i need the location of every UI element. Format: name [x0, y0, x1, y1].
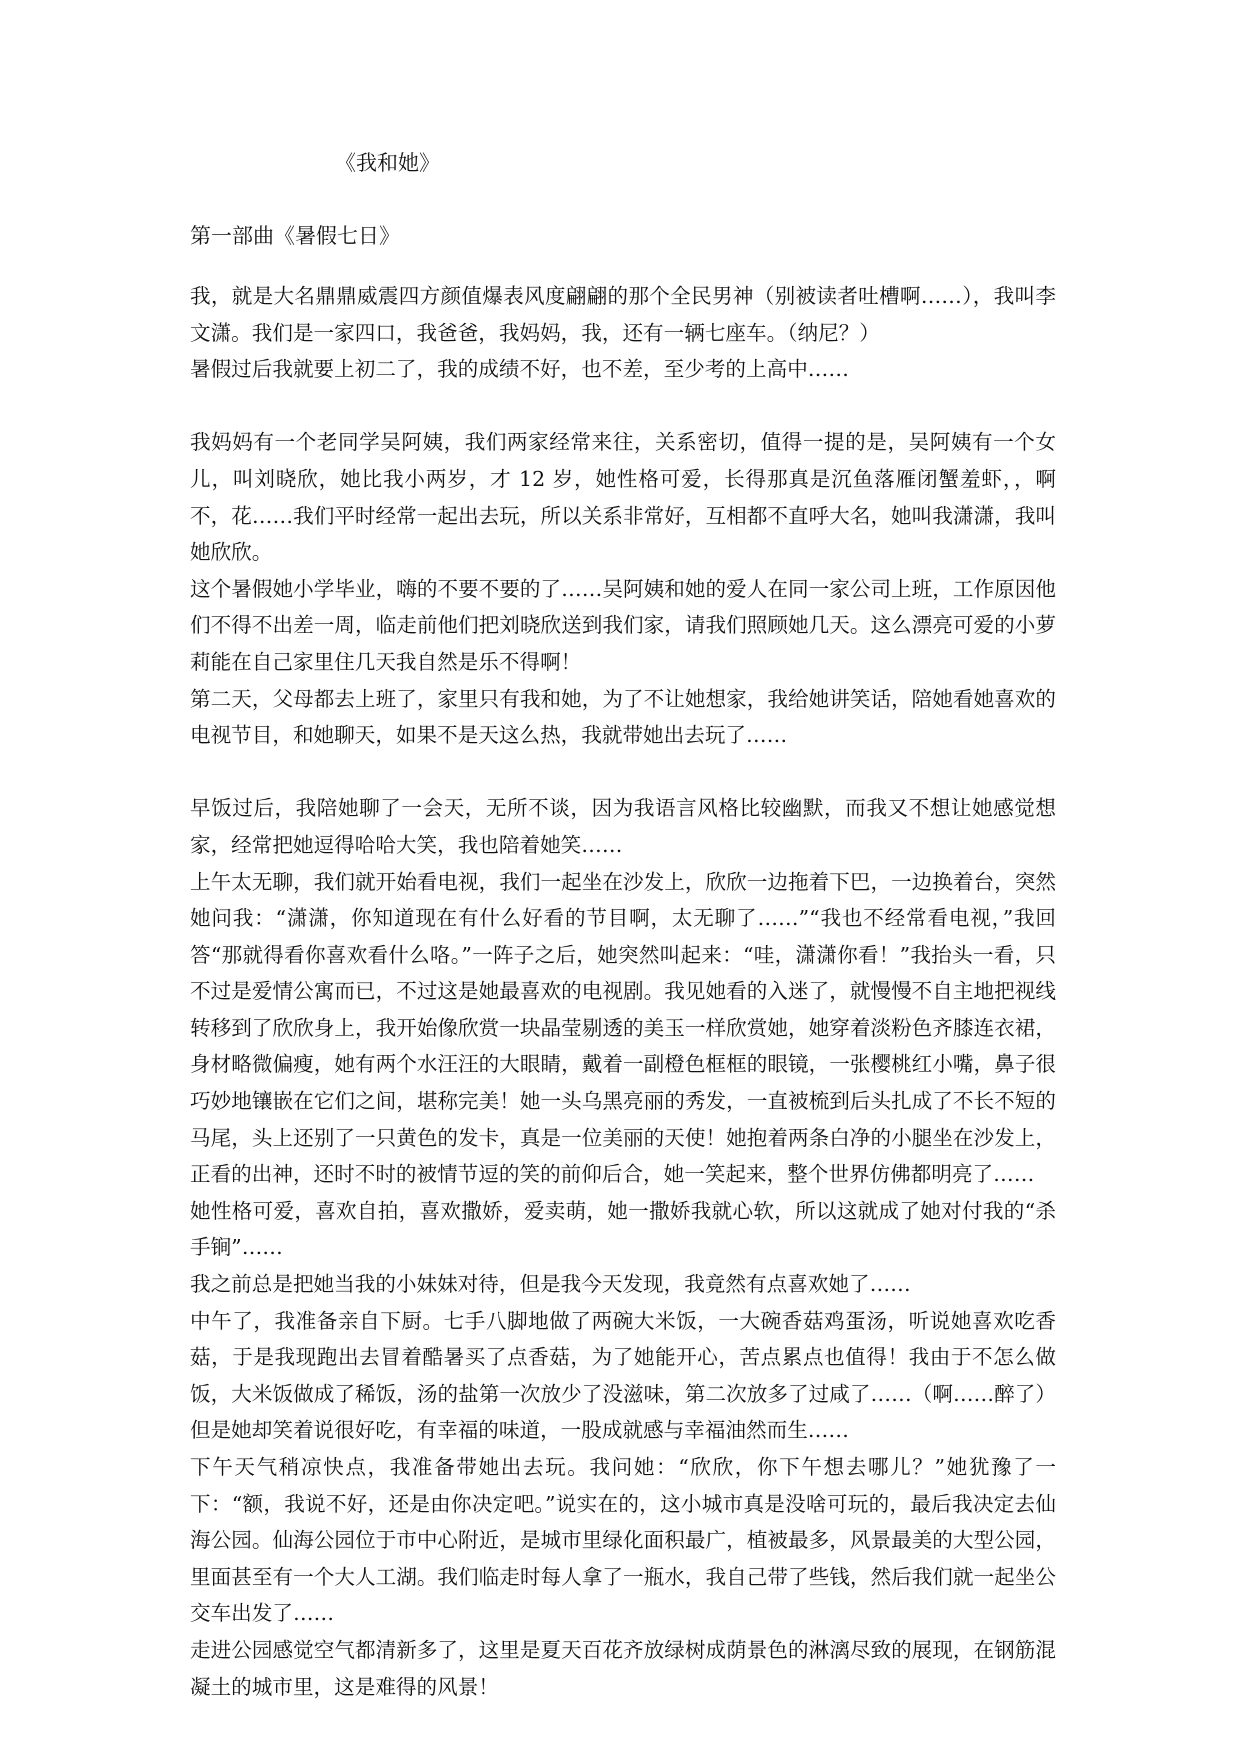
- paragraph: 这个暑假她小学毕业，嗨的不要不要的了……吴阿姨和她的爱人在同一家公司上班，工作原因他们不得不出差一周，临走前他们把刘晓欣送到我们家，请我们照顾她几天。这么漂亮可爱的小萝莉能在自己家里住几天我自然是乐不得啊！: [190, 576, 1056, 674]
- paragraph: 她性格可爱，喜欢自拍，喜欢撒娇，爱卖萌，她一撒娇我就心软，所以这就成了她对付我的“杀手锏”……: [190, 1198, 1056, 1260]
- book-title: 《我和她》: [335, 151, 440, 175]
- paragraph: 中午了，我准备亲自下厨。七手八脚地做了两碗大米饭，一大碗香菇鸡蛋汤，听说她喜欢吃香菇，于是我现跑出去冒着酷暑买了点香菇，为了她能开心，苦点累点也值得！我由于不怎么做饭，大米饭做成了稀饭，汤的盐第一次放少了没滋味，第二次放多了过咸了……（啊……醉了）但是她却笑着说很好吃，有幸福的味道，一股成就感与幸福油然而生……: [190, 1308, 1056, 1443]
- paragraph: 下午天气稍凉快点，我准备带她出去玩。我问她：“欣欣，你下午想去哪儿？”她犹豫了一下：“额，我说不好，还是由你决定吧。”说实在的，这小城市真是没啥可玩的，最后我决定去仙海公园。仙海公园位于市中心附近，是城市里绿化面积最广，植被最多，风景最美的大型公园，里面甚至有一个大人工湖。我们临走时每人拿了一瓶水，我自己带了些钱，然后我们就一起坐公交车出发了……: [190, 1455, 1056, 1626]
- paragraph: 我，就是大名鼎鼎威震四方颜值爆表风度翩翩的那个全民男神（别被读者吐槽啊……），我叫李文潇。我们是一家四口，我爸爸，我妈妈，我，还有一辆七座车。（纳尼？）: [190, 284, 1056, 345]
- part-title: 第一部曲《暑假七日》: [190, 224, 400, 248]
- paragraph: 早饭过后，我陪她聊了一会天，无所不谈，因为我语言风格比较幽默，而我又不想让她感觉想家，经常把她逗得哈哈大笑，我也陪着她笑……: [190, 796, 1056, 857]
- paragraph: 第二天，父母都去上班了，家里只有我和她，为了不让她想家，我给她讲笑话，陪她看她喜欢的电视节目，和她聊天，如果不是天这么热，我就带她出去玩了……: [190, 686, 1056, 748]
- paragraph: 我之前总是把她当我的小妹妹对待，但是我今天发现，我竟然有点喜欢她了……: [190, 1272, 911, 1297]
- paragraph: 上午太无聊，我们就开始看电视，我们一起坐在沙发上，欣欣一边拖着下巴，一边换着台，突然她问我：“潇潇，你知道现在有什么好看的节目啊，太无聊了……”“我也不经常看电视，”我回答“那就得看你喜欢看什么咯。”一阵子之后，她突然叫起来：“哇，潇潇你看！”我抬头一看，只不过是爱情公寓而已，不过这是她最喜欢的电视剧。我见她看的入迷了，就慢慢不自主地把视线转移到了欣欣身上，我开始像欣赏一块晶莹剔透的美玉一样欣赏她，她穿着淡粉色齐膝连衣裙，身材略微偏瘦，她有两个水汪汪的大眼睛，戴着一副橙色框框的眼镜，一张樱桃红小嘴，鼻子很巧妙地镶嵌在它们之间，堪称完美！她一头乌黑亮丽的秀发，一直被梳到后头扎成了不长不短的马尾，头上还别了一只黄色的发卡，真是一位美丽的天使！她抱着两条白净的小腿坐在沙发上，正看的出神，还时不时的被情节逗的笑的前仰后合，她一笑起来，整个世界仿佛都明亮了……: [190, 869, 1056, 1187]
- paragraph: 我妈妈有一个老同学吴阿姨，我们两家经常来往，关系密切，值得一提的是，吴阿姨有一个女儿，叫刘晓欣，她比我小两岁，才 12 岁，她性格可爱，长得那真是沉鱼落雁闭蟹羞虾，，啊不，花……我们平时经常一起出去玩，所以关系非常好，互相都不直呼大名，她叫我潇潇，我叫她欣欣。: [190, 430, 1056, 565]
- paragraph: 暑假过后我就要上初二了，我的成绩不好，也不差，至少考的上高中……: [190, 357, 849, 382]
- body-text: [190, 278, 1056, 1705]
- paragraph: 走进公园感觉空气都清新多了，这里是夏天百花齐放绿树成荫景色的淋漓尽致的展现，在钢筋混凝土的城市里，这是难得的风景！: [190, 1637, 1056, 1699]
